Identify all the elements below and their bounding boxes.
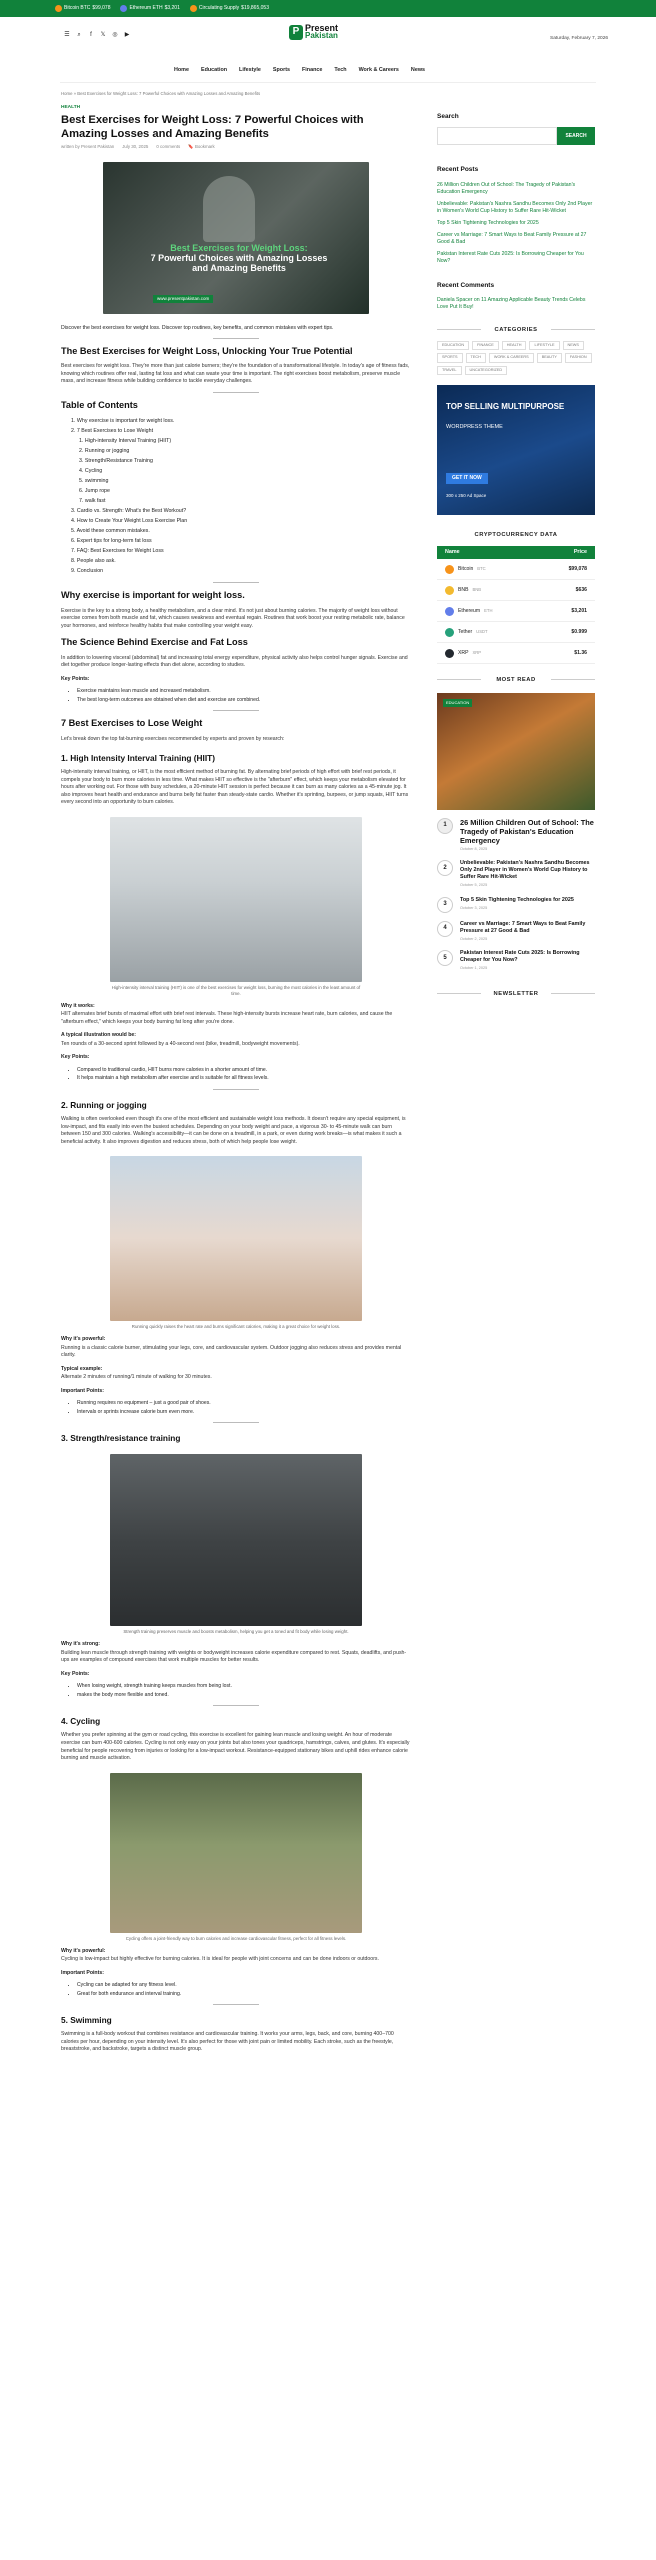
why-powerful-label: Why it's powerful: [61,1336,106,1343]
crypto-row[interactable] [437,580,595,601]
category-tag[interactable]: FASHION [565,353,592,363]
most-read-item[interactable] [437,860,595,889]
ticker-price: $99,078 [92,4,111,11]
why-works-label: Why it works: [61,1002,95,1009]
most-read-title[interactable]: Pakistan Interest Rate Cuts 2025: Is Borrowing Cheaper for You Now? [460,950,580,964]
meta-bookmark[interactable]: 🔖 Bookmark [188,144,215,150]
list-item: • Compared to traditional cardio, HIIT burns more calories in a shorter amount of time. [77,1066,411,1075]
running-caption: Running quickly raises the heart rate and burns significant calories, making it a great choice for weight loss. [131,1324,341,1330]
facebook-icon[interactable]: f [90,31,92,38]
strength-caption: Strength training preserves muscle and boosts metabolism, helping you get a toned and fit body while losing weight. [123,1629,349,1635]
running-image [110,1156,362,1321]
nav-item-news[interactable]: News [410,67,426,73]
coin-icon [445,607,454,616]
key-points-label-2: Key Points: [61,1054,90,1061]
important-points-label: Important Points: [61,1387,104,1394]
nav-item-lifestyle[interactable]: Lifestyle [239,67,261,73]
coin-icon [445,628,454,637]
hiit-caption: High-intensity interval training (HIIT) is one of the best exercises for weight loss, burning the most calories in the least amount of time. [111,984,361,996]
most-read-text [460,897,574,913]
hero-url: www.presentpakistan.com [153,295,213,304]
crypto-table [437,546,595,665]
recent-post-link[interactable]: Top 5 Skin Tightening Technologies for 2025 [437,219,539,226]
para-typical-2: Alternate 2 minutes of running/1 minute of walking for 30 minutes. [61,1374,212,1381]
hero-person [203,176,255,242]
category-tag[interactable]: BEAUTY [537,353,562,363]
toc-item[interactable]: 1. Why exercise is important for weight loss. [71,418,175,425]
crypto-price: $0.999 [571,628,587,635]
toc-item[interactable]: 4. How to Create Your Weight Loss Exercise Plan [71,518,188,525]
para-typical: Ten rounds of a 30-second sprint followed by a 40-second rest (bike, treadmill, bodyweight movements). [61,1040,300,1047]
search-icon[interactable]: ⌕ [77,31,81,38]
list-item: • Great for both endurance and interval training. [77,1990,411,1999]
crypto-price: $99,078 [568,565,587,572]
para-works: HIIT alternates brief bursts of maximal effort with brief rest intervals. These high-intensity bursts increase heart rate, burn calories, and cause the "afterburn effect," which keeps your body burning fat long after you're done. [61,1011,393,1025]
crypto-symbol: ETH [484,608,493,614]
crypto-name-cell [445,628,571,637]
header-date: Saturday, February 7, 2026 [550,36,609,41]
recent-post-link[interactable]: Pakistan Interest Rate Cuts 2025: Is Borrowing Cheaper for You Now? [437,250,584,264]
crypto-ticker [0,0,656,17]
most-read-list [437,818,595,972]
heading-science: The Science Behind Exercise and Fat Loss [61,637,248,648]
article-meta [61,144,411,150]
list-item: • Exercise maintains lean muscle and increased metabolism. [77,687,411,696]
most-read-title[interactable]: Career vs Marriage: 7 Smart Ways to Beat Family Pressure at 27 Good & Bad [460,920,586,934]
coin-icon [445,586,454,595]
most-read-title[interactable]: Top 5 Skin Tightening Technologies for 2025 [460,896,574,903]
most-read-date: October 5, 2025 [460,883,488,888]
para-hiit: High-intensity interval training, or HIIT, is the most efficient method of burning fat. By alternating brief periods of high effort with brief rest periods, it compels your body to burn more calories in less time. What makes HIIT so effective is the "afterburn" effect, which keeps your metabolism elevated for hours after working out. For those with busy schedules, a 20-minute HIIT session is perfect because it can burn as many calories as a 45-minute jog. It also improves heart health and endurance and burns belly fat faster than steady-state cardio. Whether it's sprinting, burpees, or jump squats, HIIT turns every second into an opportunity to burn calories. [61,769,409,806]
ad-banner[interactable] [437,385,595,515]
para-unlock: Best exercises for weight loss. They're more than just calorie burners; they're the foundation of a transformational lifestyle. In today's age of fitness fads, knowing which routines offer real, lasting fat loss and what can waste your time is important. The right exercises boost metabolism, preserve muscle mass, and increase fitness while building confidence to tackle everyday challenges. [61,363,410,385]
search-input[interactable] [437,127,557,145]
toc-item[interactable]: 5. Avoid these common mistakes. [71,528,150,535]
typical-label-2: Typical example: [61,1365,103,1372]
most-read-badge: EDUCATION [443,699,472,707]
heading-running: 2. Running or jogging [61,1099,147,1110]
most-read-title[interactable]: Unbelievable: Pakistan's Nashra Sandhu Becomes Only 2nd Player in Women's World Cup History to Suffer Rare Hit-Wicket [460,860,590,881]
crypto-name-cell [445,565,569,574]
toc-item[interactable]: 3. Strength/Resistance Training [79,458,153,465]
ad-line2: WORDPRESS THEME [446,424,503,431]
recent-comment[interactable]: Daniela Spacer on 11 Amazing Applicable Beauty Trends Celebs Love Put It Buy! [437,297,586,311]
why-powerful-label-2: Why it's powerful: [61,1947,106,1954]
most-read-title[interactable]: 26 Million Children Out of School: The Tragedy of Pakistan's Education Emergency [460,817,594,845]
why-strong-label: Why it's strong: [61,1641,100,1648]
list-item: • When losing weight, strength training keeps muscles from being lost. [77,1682,411,1691]
most-read-item[interactable] [437,921,595,943]
article [61,88,411,2054]
para-running: Walking is often overlooked even though it's one of the most efficient and sustainable weight loss methods. It doesn't require any special equipment, is low-impact, and fits easily into even the busiest schedules. Depending on your body weight and pace, a vigorous 30- to 45-minute walk can burn between 150 and 300 calories. Walking's accessibility—it can be done on a treadmill, in a park, or even during work breaks—is what makes it such a beneficial activity. It also improves digestion and reduces stress, both of which help people lose weight. [61,1115,406,1145]
toc-title: Table of Contents [61,400,138,411]
crypto-name: Bitcoin [458,565,474,572]
meta-date: July 30, 2025 [122,144,149,150]
most-read-date: October 2, 2025 [460,936,488,941]
para-powerful: Running is a classic calorie burner, stimulating your legs, core, and cardiovascular system. Outdoor jogging also reduces stress and provides mental clarity. [61,1344,402,1359]
list-item: • Running requires no equipment – just a good pair of shoes. [77,1399,411,1408]
heading-strength: 3. Strength/resistance training [61,1433,181,1444]
toc-item[interactable]: 7. walk fast [79,498,106,505]
crypto-title: CRYPTOCURRENCY DATA [474,532,558,539]
strength-image [110,1454,362,1626]
ticker-name: Ethereum ETH [129,4,163,11]
ad-line1: TOP SELLING MULTIPURPOSE [446,402,565,412]
recent-post-link[interactable]: Unbelievable: Pakistan's Nashra Sandhu Becomes Only 2nd Player in Women's World Cup History to Suffer Rare Hit-Wicket [437,200,593,214]
toc-item[interactable]: 2. 7 Best Exercises to Lose Weight [71,428,154,435]
crypto-name: XRP [458,649,469,656]
crypto-symbol: USDT [476,629,488,635]
list-item: • It helps maintain a high metabolism after exercise and is suitable for all fitness levels. [77,1074,411,1083]
key-points-list [61,687,411,704]
crypto-name-cell [445,586,576,595]
most-read-date: October 3, 2025 [460,905,488,910]
coin-icon [445,565,454,574]
key-points-list-2 [61,1066,411,1083]
crypto-row[interactable] [437,601,595,622]
crypto-name: Ethereum [458,607,481,614]
heading-hiit: 1. High Intensity Interval Training (HIIT) [61,753,215,764]
toc-item[interactable]: 3. Cardio vs. Strength: What's the Best Workout? [71,508,187,515]
para-why: Exercise is the key to a strong body, a healthy metabolism, and a clear mind. It's not just about burning calories. The majority of weight loss without exercise comes from both muscle and fat, which causes weakness and eventual regain. Routines that work boost your resting metabolic rate, balance your hormones, and reinforce healthy habits that make controlling your weight easy. [61,607,405,629]
recent-comments-title: Recent Comments [437,281,495,289]
most-read-date: October 8, 2025 [460,846,488,851]
heading-seven: 7 Best Exercises to Lose Weight [61,718,203,729]
key-points-label: Key Points: [61,675,90,682]
search-button[interactable]: SEARCH [557,127,595,145]
intro-text: Discover the best exercises for weight loss. Discover top routines, key benefits, and common mistakes with expert tips. [61,324,334,331]
toc-item[interactable]: 6. Expert tips for long-term fat loss [71,538,152,545]
most-read-image[interactable] [437,693,595,810]
header-icons [64,32,130,38]
recent-posts-list [437,182,595,265]
most-read-title: MOST READ [437,676,595,684]
most-read-text [460,950,595,972]
table-of-contents [61,416,411,576]
most-read-number: 3 [437,897,453,913]
crypto-row[interactable] [437,622,595,643]
toc-item[interactable]: 6. Jump rope [79,488,110,495]
category-tag[interactable]: UNCATEGORIZED [465,366,508,376]
most-read-date: October 1, 2025 [460,966,488,971]
toc-item[interactable]: 8. People also ask. [71,558,116,565]
nav-item-sports[interactable]: Sports [272,67,290,73]
most-read-item[interactable] [437,950,595,972]
list-item: • Intervals or sprints increase calorie burn even more. [77,1408,411,1417]
hero-image [103,162,369,314]
coin-icon [120,5,127,12]
ad-button[interactable]: GET IT NOW [446,473,488,484]
crypto-symbol: XRP [472,650,482,656]
crypto-row[interactable] [437,559,595,580]
youtube-icon[interactable]: ▶ [124,31,130,38]
crypto-name: BNB [458,586,469,593]
crypto-row[interactable] [437,643,595,664]
toc-item[interactable]: 4. Cycling [79,468,103,475]
search-form [437,127,595,145]
site-logo[interactable] [289,24,338,40]
nav-item-work-careers[interactable]: Work & Careers [358,67,399,73]
nav-item-education[interactable]: Education [200,67,228,73]
crypto-price: $3,201 [571,607,587,614]
category-tag[interactable]: LIFESTYLE [529,341,559,351]
ticker-item[interactable] [190,5,269,12]
toc-item[interactable]: 1. High-intensity Interval Training (HIIT) [79,438,172,445]
coin-icon [445,649,454,658]
category-tag[interactable]: HEALTH [502,341,527,351]
most-read-number: 5 [437,950,453,966]
para-swimming: Swimming is a full-body workout that combines resistance and cardiovascular training. It works your arms, legs, back, and core, burning 400–700 calories per hour, depending on your intensity level. It's also perfect for those with joint pain or limited mobility. Each stroke, such as the freestyle, breaststroke, and backstroke, targets a distinct muscle group. [61,2031,394,2053]
recent-post-link[interactable]: Career vs Marriage: 7 Smart Ways to Beat Family Pressure at 27 Good & Bad [437,231,587,245]
important-points-list-2 [61,1981,411,1998]
hiit-image [110,817,362,982]
heading-swimming: 5. Swimming [61,2015,112,2026]
para-seven: Let's break down the top fat-burning exercises recommended by experts and proven by research: [61,735,285,742]
coin-icon [190,5,197,12]
most-read-text [460,818,595,853]
list-item: • makes the body more flexible and toned. [77,1691,411,1700]
cycling-caption: Cycling offers a joint-friendly way to burn calories and increase cardiovascular fitness, perfect for all fitness levels. [125,1935,347,1941]
crypto-price: $636 [575,586,587,593]
category-tag[interactable]: TRAVEL [437,366,462,376]
nav-item-finance[interactable]: Finance [302,67,323,73]
crypto-name-cell [445,649,574,658]
toc-item[interactable]: 5. swimming [79,478,109,485]
list-item: • Cycling can be adapted for any fitness level. [77,1981,411,1990]
category-label[interactable]: HEALTH [61,105,81,111]
search-label: Search [437,113,459,120]
newsletter-title: NEWSLETTER [437,990,595,998]
page-title: Best Exercises for Weight Loss: 7 Powerful Choices with Amazing Losses and Amazing Benefits [61,114,364,140]
cycling-image [110,1773,362,1933]
nav-divider [60,82,596,83]
category-tag[interactable]: SPORTS [437,353,463,363]
categories-title: CATEGORIES [437,326,595,334]
crypto-symbol: BTC [477,566,486,572]
recent-post-link[interactable]: 26 Million Children Out of School: The Tragedy of Pakistan's Education Emergency [437,181,576,195]
list-item: • The best long-term outcomes are obtained when diet and exercise are combined. [77,696,411,705]
brand-bottom: Pakistan [305,31,338,40]
toc-item[interactable]: 2. Running or jogging [79,448,130,455]
most-read-item[interactable] [437,897,595,913]
category-tag[interactable]: EDUCATION [437,341,469,351]
nav-item-home[interactable]: Home [174,67,189,73]
ad-sub: 300 x 250 Ad Space [446,493,487,499]
ticker-item[interactable] [55,5,110,12]
hero-text: Best Exercises for Weight Loss: 7 Powerful Choices with Amazing Losses and Amazing Benefits [150,242,328,273]
most-read-number: 1 [437,818,453,834]
category-tag[interactable]: WORK & CAREERS [489,353,534,363]
categories-tags [437,341,595,376]
ticker-name: Circulating Supply [198,4,240,11]
ticker-name: Bitcoin BTC [64,4,91,11]
category-tag[interactable]: NEWS [563,341,584,351]
menu-icon[interactable]: ☰ [64,31,70,38]
crypto-price: $1.36 [574,649,587,656]
social-icons-top [0,0,62,17]
nav-item-tech[interactable]: Tech [334,67,347,73]
breadcrumb[interactable]: Home » Best Exercises for Weight Loss: 7 Powerful Choices with Amazing Losses and Amazing Benefits [61,91,261,96]
brand-top: Present [305,23,339,33]
most-read-number: 4 [437,921,453,937]
heading-cycling: 4. Cycling [61,1716,101,1727]
twitter-icon[interactable]: 𝕏 [100,31,106,38]
ticker-item[interactable] [120,5,179,12]
most-read-text [460,921,595,943]
ticker-price: $19,865,053 [241,4,269,11]
most-read-text [460,860,595,889]
category-tag[interactable]: FINANCE [472,341,499,351]
sidebar [437,112,595,998]
instagram-icon[interactable]: ◎ [112,31,118,38]
important-points-list [61,1399,411,1416]
heading-unlock: The Best Exercises for Weight Loss, Unlocking Your True Potential [61,346,353,357]
important-points-label-2: Important Points: [61,1969,104,1976]
typical-label: A typical illustration would be: [61,1032,137,1039]
logo-icon: P [289,25,303,40]
ticker-price: $3,201 [164,4,180,11]
meta-comments[interactable]: 0 comments [156,144,181,150]
toc-item[interactable]: 9. Conclusion [71,568,104,575]
most-read-item[interactable] [437,818,595,853]
heading-why: Why exercise is important for weight loss. [61,590,245,601]
crypto-symbol: BNB [472,587,482,593]
key-points-list-3 [61,1682,411,1699]
crypto-name: Tether [458,628,473,635]
meta-author[interactable]: written by Present Pakistan [61,144,115,150]
crypto-name-cell [445,607,571,616]
key-points-label-3: Key Points: [61,1670,90,1677]
para-science: In addition to lowering visceral (abdominal) fat and increasing total energy expenditure, physical activity also helps control hunger signals. Exercise and diet together produce longer-lasting effects than diet alone, according to studies. [61,654,408,669]
para-strong: Building lean muscle through strength training with weights or bodyweight increases calorie expenditure compared to rest. Squats, deadlifts, and push-ups are examples of compound exercises that work multiple muscles for better results. [61,1649,407,1664]
para-powerful-2: Cycling is low-impact but highly effective for burning calories. It is ideal for people with joint concerns and can be done indoors or outdoors. [61,1956,379,1963]
recent-posts-title: Recent Posts [437,166,479,174]
para-cycling: Whether you prefer spinning at the gym or road cycling, this exercise is excellent for gaining lean muscle and losing weight. An hour of moderate exercise can burn 400-600 calories. Cycling is not only easy on your joints but also tones your quadriceps, hamstrings, calves, and glutes. It's especially beneficial for people recovering from injuries or looking for a low-impact workout. Resistance-equipped stationary bikes and uphill rides enhance calorie burning and muscle activation. [61,1732,410,1762]
crypto-header: Name Price [437,546,595,560]
toc-item[interactable]: 7. FAQ: Best Exercises for Weight Loss [71,548,164,555]
category-tag[interactable]: TECH [466,353,486,363]
most-read-number: 2 [437,860,453,876]
main-nav [174,67,425,75]
